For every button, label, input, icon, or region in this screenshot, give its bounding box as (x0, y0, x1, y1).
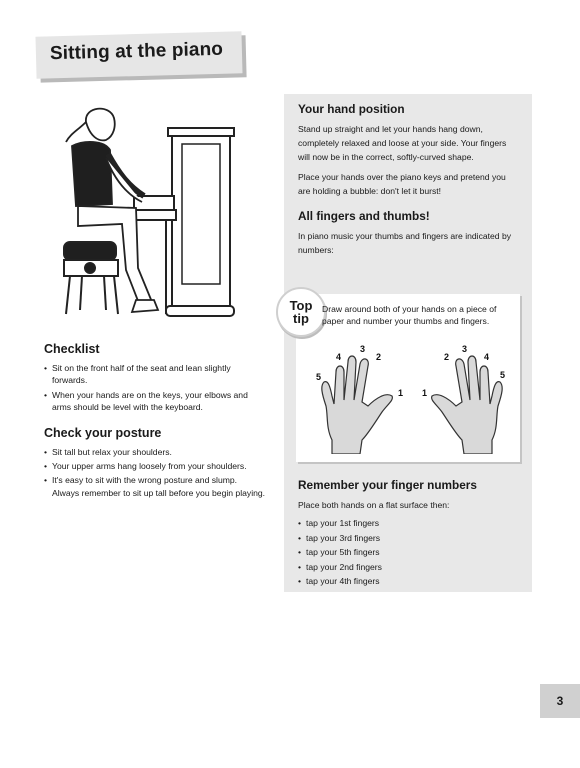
remember-heading: Remember your finger numbers (298, 478, 477, 492)
posture-heading: Check your posture (44, 425, 162, 440)
hands-illustration (306, 342, 518, 454)
posture-list (44, 446, 266, 500)
finger-number-label: 2 (376, 352, 382, 362)
top-tip-text: Draw around both of your hands on a piece of paper and number your thumbs and fingers. (322, 304, 497, 327)
fingers-heading: All fingers and thumbs! (298, 208, 430, 223)
checklist-list (44, 362, 266, 414)
badge-text: Top (289, 298, 313, 313)
hand-position-paragraph: Place your hands over the piano keys and pretend you are holding a bubble: don't let it burst! (298, 172, 506, 197)
finger-number-label: 5 (500, 370, 506, 380)
checklist-heading: Checklist (44, 342, 100, 356)
list-item: • tap your 5th fingers (298, 545, 524, 560)
remember-list (298, 516, 524, 589)
left-hand-drawing (322, 356, 393, 454)
left-column (44, 342, 266, 511)
page-title: Sitting at the piano (49, 38, 224, 65)
finger-number-label: 5 (316, 372, 322, 382)
piano-stool-drawing (64, 242, 118, 314)
finger-number-label: 4 (484, 352, 490, 362)
remember-section (298, 478, 524, 589)
hand-position-heading: Your hand position (298, 102, 405, 116)
list-item: • It's easy to sit with the wrong posture and slump. Always remember to sit up tall before you begin playing. (44, 474, 266, 499)
finger-number-label: 2 (444, 352, 450, 362)
list-item: • Sit tall but relax your shoulders. (44, 446, 266, 458)
top-tip-badge (276, 287, 326, 337)
list-item: • Sit on the front half of the seat and lean slightly forwards. (44, 362, 266, 387)
right-hand-drawing (432, 356, 506, 454)
list-item: • tap your 1st fingers (298, 516, 524, 531)
list-item: • When your hands are on the keys, your elbows and arms should be level with the keyboard. (44, 389, 266, 414)
remember-intro: Place both hands on a flat surface then: (298, 500, 450, 510)
finger-number-label: 1 (398, 388, 404, 398)
page-number: 3 (540, 684, 580, 718)
list-item: • tap your 4th fingers (298, 574, 524, 589)
list-item: • Your upper arms hang loosely from your shoulders. (44, 460, 266, 472)
finger-number-label: 4 (336, 352, 342, 362)
piano-illustration (48, 100, 238, 330)
hand-position-paragraph: Stand up straight and let your hands hang down, completely relaxed and loose at your side. Your fingers will now be in the correct, softly-curved shape. (298, 124, 507, 162)
finger-number-label: 1 (422, 388, 428, 398)
fingers-paragraph: In piano music your thumbs and fingers are indicated by numbers: (298, 230, 512, 255)
finger-number-label: 3 (360, 344, 366, 354)
badge-text: tip (293, 311, 309, 326)
list-item: • tap your 2nd fingers (298, 560, 524, 575)
finger-number-label: 3 (462, 344, 468, 354)
list-item: • tap your 3rd fingers (298, 531, 524, 546)
